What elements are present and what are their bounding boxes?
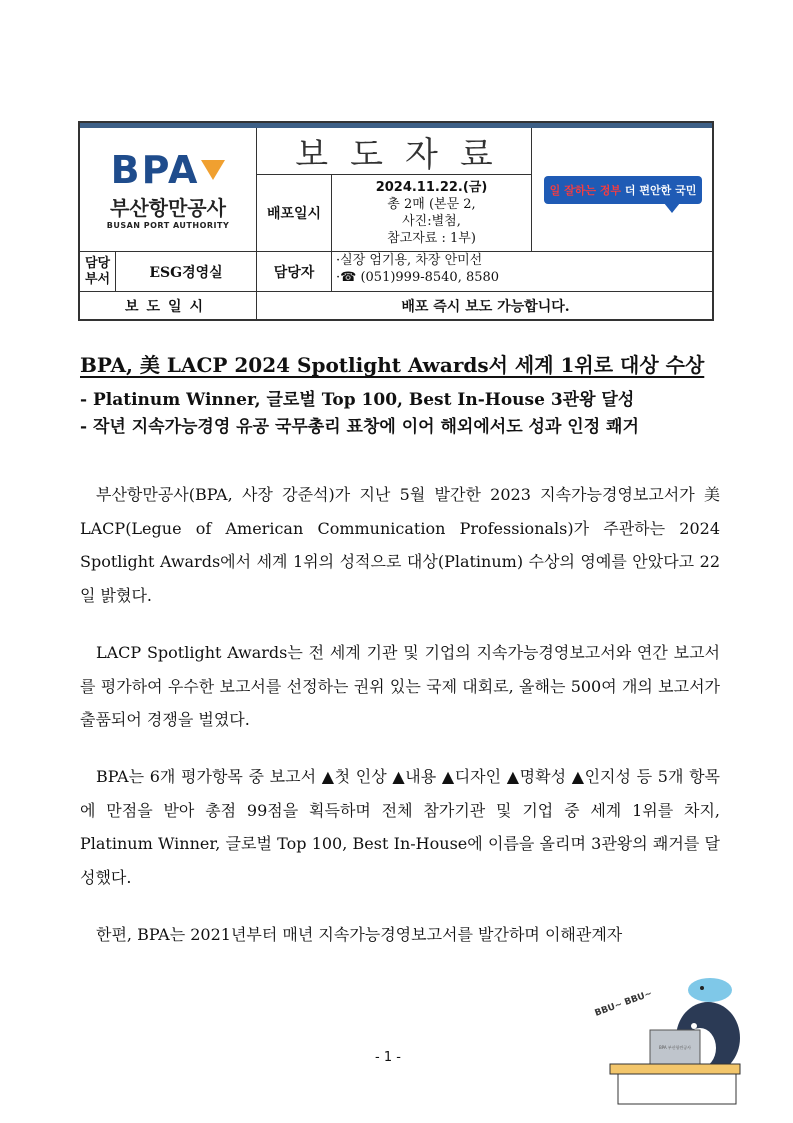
laptop-icon xyxy=(650,1030,700,1064)
laptop-screen-text: BPA 부산항만공사 xyxy=(658,1045,692,1050)
distribution-value xyxy=(332,175,532,252)
release-time-label: 보도일시 xyxy=(80,292,257,319)
distribution-pages: 총 2매 (본문 2, xyxy=(387,197,476,212)
slogan-separator: 더 xyxy=(624,183,636,197)
department-label: 담당 부서 xyxy=(80,252,116,292)
government-slogan-badge xyxy=(544,176,703,204)
slogan-part-b: 편안한 국민 xyxy=(639,183,697,197)
press-release-header xyxy=(78,121,714,321)
release-time-value: 배포 즉시 보도 가능합니다. xyxy=(401,298,570,315)
logo-triangle-icon xyxy=(201,160,225,180)
distribution-label: 배포일시 xyxy=(257,175,332,252)
headline: BPA, 美 LACP 2024 Spotlight Awards서 세계 1위로 대상 수상 xyxy=(80,353,705,377)
manager-phone: ·☎ (051)999-8540, 8580 xyxy=(336,270,500,285)
subhead-2: - 작년 지속가능경영 유공 국무총리 표창에 이어 해외에서도 성과 인정 쾌거 xyxy=(80,417,639,437)
desk-icon xyxy=(610,1064,740,1104)
logo-korean-name: 부산항만공사 xyxy=(110,195,226,220)
department-value: ESG경영실 xyxy=(116,252,257,292)
logo-english-name: BUSAN PORT AUTHORITY xyxy=(106,220,230,230)
logo-wordmark: BPA xyxy=(110,147,200,192)
bpa-logo xyxy=(80,128,257,252)
page-number: - 1 - xyxy=(375,1050,401,1065)
distribution-photo: 사진:별첨, xyxy=(402,214,461,229)
distribution-reference: 참고자료 : 1부) xyxy=(387,231,476,246)
body-paragraph-4: 한편, BPA는 2021년부터 매년 지속가능경영보고서를 발간하며 이해관계자 xyxy=(96,925,623,944)
mascot-speech: BBU~ BBU~ xyxy=(593,988,654,1019)
slogan-badge-cell xyxy=(532,128,714,252)
doc-type-title: 보도자료 xyxy=(257,128,532,175)
mascot-illustration xyxy=(590,968,750,1108)
manager-label: 담당자 xyxy=(257,252,332,292)
manager-value xyxy=(332,252,714,292)
body-paragraph-2: LACP Spotlight Awards는 전 세계 기관 및 기업의 지속가능경영보고서와 연간 보고서를 평가하여 우수한 보고서를 선정하는 권위 있는 국제 대회로, 올해는 500여 개의 보고서가 출품되어 경쟁을 벌였다. xyxy=(80,643,720,729)
speech-tail-icon xyxy=(664,203,680,213)
body-paragraph-3: BPA는 6개 평가항목 중 보고서 ▲첫 인상 ▲내용 ▲디자인 ▲명확성 ▲인지성 등 5개 항목에 만점을 받아 총점 99점을 획득하며 전체 참가기관 및 기업 중 세계 1위를 차지, Platinum Winner, 글로벌 Top 100, Best In-House에 이름을 올리며 3관왕의 쾌거를 달성했다. xyxy=(80,767,720,887)
distribution-date: 2024.11.22.(금) xyxy=(375,180,488,195)
subhead-1: - Platinum Winner, 글로벌 Top 100, Best In-House 3관왕 달성 xyxy=(80,390,635,410)
small-dolphin-icon xyxy=(688,978,732,1002)
slogan-part-a: 일 잘하는 정부 xyxy=(549,183,622,197)
manager-names: ·실장 엄기용, 차장 안미선 xyxy=(336,253,483,268)
body-paragraph-1: 부산항만공사(BPA, 사장 강준석)가 지난 5월 발간한 2023 지속가능경영보고서가 美 LACP(Legue of American Communication Professionals)가 주관하는 2024 Spotlight Awards에서 세계 1위의 성적으로 대상(Platinum) 수상의 영예를 안았다고 22일 밝혔다. xyxy=(80,485,720,605)
